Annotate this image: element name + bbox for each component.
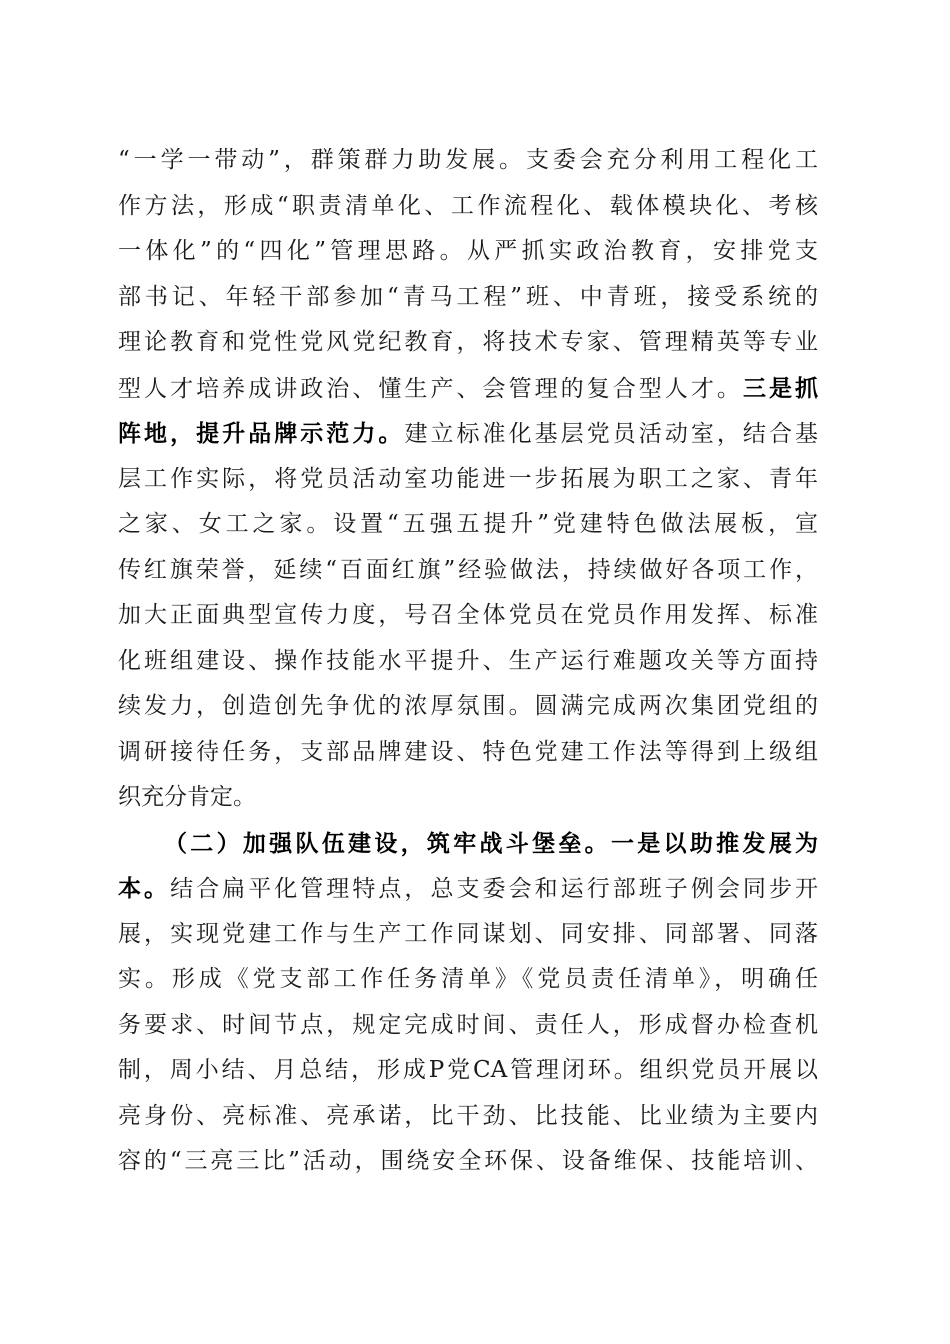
bold-heading-segment: （二）加强队伍建设，筑牢战斗堡垒。一是以助推发展为 — [164, 829, 818, 857]
text-line: “一学一带动”，群策群力助发展。支委会充分利用工程化工 — [118, 147, 818, 173]
text-line: 传红旗荣誉，延续“百面红旗”经验做法，持续做好各项工作， — [118, 556, 818, 583]
text-line: 织充分肯定。 — [118, 784, 256, 810]
text-line: 务要求、时间节点，规定完成时间、责任人，形成督办检查机 — [118, 1011, 818, 1038]
bold-heading-segment: 本。 — [118, 875, 171, 902]
text-line: 实。形成《党支部工作任务清单》《党员责任清单》，明确任 — [118, 966, 818, 992]
text-line: 部书记、年轻干部参加“青马工程”班、中青班，接受系统的 — [118, 283, 818, 310]
text-line: 加大正面典型宣传力度，号召全体党员在党员作用发挥、标准 — [118, 602, 818, 628]
text-line — [118, 866, 818, 912]
text-line: 制，周小结、月总结，形成P党CA管理闭环。组织党员开展以 — [118, 1057, 818, 1083]
bold-heading-segment: 三是抓 — [742, 374, 819, 402]
text-line: 层工作实际，将党员活动室功能进一步拓展为职工之家、青年 — [118, 465, 818, 492]
text-line: 续发力，创造创先争优的浓厚氛围。圆满完成两次集团党组的 — [118, 693, 818, 719]
text-line — [118, 366, 818, 412]
text-line — [118, 411, 818, 457]
text-line: 作方法，形成“职责清单化、工作流程化、载体模块化、考核 — [118, 192, 818, 219]
text-line: 一体化”的“四化”管理思路。从严抓实政治教育，安排党支 — [118, 238, 818, 264]
text-line: 调研接待任务，支部品牌建设、特色党建工作法等得到上级组 — [118, 738, 818, 765]
text-segment: 型人才培养成讲政治、懂生产、会管理的复合型人才。 — [118, 375, 743, 402]
text-line: 展，实现党建工作与生产工作同谋划、同安排、同部署、同落 — [118, 920, 818, 947]
paragraph-2 — [118, 821, 818, 1185]
bold-heading-segment: 阵地，提升品牌示范力。 — [118, 420, 405, 447]
text-segment: 建立标准化基层党员活动室，结合基 — [404, 421, 819, 447]
text-line: 容的“三亮三比”活动，围绕安全环保、设备维保、技能培训、 — [118, 1148, 818, 1174]
text-line: 之家、女工之家。设置“五强五提升”党建特色做法展板，宣 — [118, 511, 818, 537]
section-heading-line — [118, 821, 818, 867]
text-line: 理论教育和党性党风党纪教育，将技术专家、管理精英等专业 — [118, 329, 818, 355]
text-segment: 结合扁平化管理特点，总支委会和运行部班子例会同步开 — [170, 876, 819, 902]
text-line: 亮身份、亮标准、亮承诺，比干劲、比技能、比业绩为主要内 — [118, 1102, 818, 1129]
paragraph-1 — [118, 138, 818, 821]
text-line: 化班组建设、操作技能水平提升、生产运行难题攻关等方面持 — [118, 647, 818, 674]
document-page — [118, 138, 818, 1185]
